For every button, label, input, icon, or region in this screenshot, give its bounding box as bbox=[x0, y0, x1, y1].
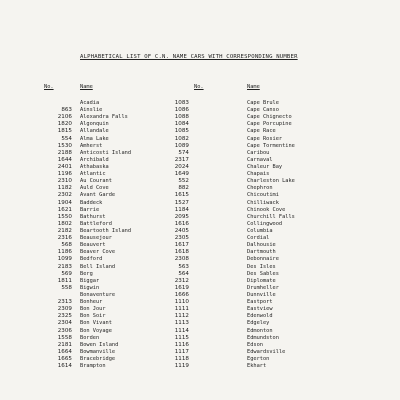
cell-no-right: 1110 bbox=[174, 299, 189, 306]
table-row bbox=[0, 128, 400, 135]
table-row bbox=[0, 200, 400, 207]
cell-no-left: 2182 bbox=[57, 227, 72, 234]
cell-no-right: 1118 bbox=[174, 355, 189, 362]
cell-no-left: 2188 bbox=[57, 149, 72, 156]
cell-name-right: Drumheller bbox=[247, 284, 279, 291]
cell-no-left: 1182 bbox=[57, 185, 72, 192]
name-number-table bbox=[0, 84, 400, 370]
cell-name-right: Cape Canso bbox=[247, 107, 279, 114]
cell-name-left: Auld Cove bbox=[80, 185, 109, 192]
cell-name-right: Cape Race bbox=[247, 128, 276, 135]
cell-name-left: Battleford bbox=[80, 220, 112, 227]
cell-no-right: 1085 bbox=[174, 128, 189, 135]
cell-no-left: 2325 bbox=[57, 313, 72, 320]
cell-name-left: Beaver Cove bbox=[80, 249, 116, 256]
cell-no-left: 1820 bbox=[57, 121, 72, 128]
cell-no-right: 1088 bbox=[174, 114, 189, 121]
cell-name-right: Des Sables bbox=[247, 270, 279, 277]
cell-name-right: Chapais bbox=[247, 171, 270, 178]
cell-name-right: Chicoutimi bbox=[247, 192, 279, 199]
cell-no-right: 563 bbox=[178, 263, 189, 270]
cell-no-left: 1802 bbox=[57, 220, 72, 227]
cell-no-left: 558 bbox=[61, 284, 72, 291]
cell-name-left: Borden bbox=[80, 334, 100, 341]
table-row bbox=[0, 299, 400, 306]
cell-name-left: Beauvert bbox=[80, 242, 106, 249]
cell-no-right: 2095 bbox=[174, 213, 189, 220]
cell-name-left: Algonquin bbox=[80, 121, 109, 128]
cell-name-right: Diplomate bbox=[247, 277, 276, 284]
cell-name-left: Bigwin bbox=[80, 284, 100, 291]
table-row bbox=[0, 214, 400, 221]
cell-no-right: 2312 bbox=[174, 277, 189, 284]
cell-no-right: 2317 bbox=[174, 156, 189, 163]
header-name-left: Name bbox=[80, 84, 93, 90]
cell-no-right: 1089 bbox=[174, 142, 189, 149]
table-row bbox=[0, 320, 400, 327]
header-no-left: No. bbox=[44, 84, 54, 90]
table-row bbox=[0, 249, 400, 256]
table-row bbox=[0, 235, 400, 242]
cell-name-left: Baddeck bbox=[80, 199, 103, 206]
table-row bbox=[0, 278, 400, 285]
cell-name-left: Beartooth Island bbox=[80, 227, 132, 234]
cell-name-right: Cape Rosier bbox=[247, 135, 283, 142]
cell-name-right: Chaleur Bay bbox=[247, 163, 283, 170]
table-row bbox=[0, 171, 400, 178]
table-row bbox=[0, 228, 400, 235]
cell-name-right: Des Isles bbox=[247, 263, 276, 270]
cell-no-left: 863 bbox=[61, 107, 72, 114]
table-row bbox=[0, 335, 400, 342]
cell-name-left: Bonaventure bbox=[80, 291, 116, 298]
cell-no-right: 1619 bbox=[174, 284, 189, 291]
table-row bbox=[0, 306, 400, 313]
cell-name-left: Berg bbox=[80, 270, 93, 277]
cell-no-left: 1099 bbox=[57, 256, 72, 263]
table-header bbox=[0, 84, 400, 100]
header-name-right: Name bbox=[247, 84, 260, 90]
table-row bbox=[0, 328, 400, 335]
cell-name-left: Bon Jour bbox=[80, 306, 106, 313]
cell-no-left: 2181 bbox=[57, 341, 72, 348]
cell-no-left: 1558 bbox=[57, 334, 72, 341]
table-row bbox=[0, 107, 400, 114]
cell-name-left: Acadia bbox=[80, 100, 100, 106]
cell-name-right: Chilliwack bbox=[247, 199, 279, 206]
cell-name-left: Brampton bbox=[80, 363, 106, 370]
cell-no-right: 1111 bbox=[174, 306, 189, 313]
cell-no-right: 1119 bbox=[174, 363, 189, 370]
table-row bbox=[0, 100, 400, 107]
cell-name-left: Au Courant bbox=[80, 178, 112, 185]
cell-no-right: 1117 bbox=[174, 348, 189, 355]
cell-name-right: Debonnaire bbox=[247, 256, 279, 263]
cell-name-left: Bon Vivant bbox=[80, 320, 112, 327]
cell-name-left: Allandale bbox=[80, 128, 109, 135]
cell-no-left: 1664 bbox=[57, 348, 72, 355]
cell-name-left: Bon Soir bbox=[80, 313, 106, 320]
table-row bbox=[0, 157, 400, 164]
cell-name-right: Egerton bbox=[247, 355, 270, 362]
cell-name-left: Beausejour bbox=[80, 235, 112, 242]
table-row bbox=[0, 363, 400, 370]
table-row bbox=[0, 342, 400, 349]
cell-no-left: 2310 bbox=[57, 178, 72, 185]
cell-name-right: Eastport bbox=[247, 299, 273, 306]
table-row bbox=[0, 114, 400, 121]
cell-no-right: 1112 bbox=[174, 313, 189, 320]
cell-name-right: Ekhart bbox=[247, 363, 267, 370]
cell-no-left: 2316 bbox=[57, 235, 72, 242]
cell-no-left: 2183 bbox=[57, 263, 72, 270]
cell-name-right: Chinook Cove bbox=[247, 206, 286, 213]
cell-name-right: Cape Chignecto bbox=[247, 114, 292, 121]
cell-no-left: 2304 bbox=[57, 320, 72, 327]
cell-name-right: Caribou bbox=[247, 149, 270, 156]
cell-no-right: 1084 bbox=[174, 121, 189, 128]
table-body bbox=[0, 100, 400, 370]
cell-name-left: Bowmanville bbox=[80, 348, 116, 355]
table-row bbox=[0, 164, 400, 171]
table-row bbox=[0, 349, 400, 356]
cell-name-right: Edmundston bbox=[247, 334, 279, 341]
cell-no-left: 2106 bbox=[57, 114, 72, 121]
cell-no-right: 1086 bbox=[174, 107, 189, 114]
cell-no-left: 1621 bbox=[57, 206, 72, 213]
cell-name-left: Biggar bbox=[80, 277, 100, 284]
cell-name-right: Dartmouth bbox=[247, 249, 276, 256]
cell-no-right: 2405 bbox=[174, 227, 189, 234]
header-no-right: No. bbox=[194, 84, 204, 90]
cell-no-right: 564 bbox=[178, 270, 189, 277]
cell-no-left: 2313 bbox=[57, 299, 72, 306]
table-row bbox=[0, 285, 400, 292]
cell-no-right: 1527 bbox=[174, 199, 189, 206]
cell-name-right: Cordial bbox=[247, 235, 270, 242]
cell-no-left: 1665 bbox=[57, 355, 72, 362]
cell-name-left: Ainslie bbox=[80, 107, 103, 114]
cell-name-right: Edwardsville bbox=[247, 348, 286, 355]
cell-name-left: Amherst bbox=[80, 142, 103, 149]
cell-no-right: 2305 bbox=[174, 235, 189, 242]
cell-name-left: Alma Lake bbox=[80, 135, 109, 142]
table-row bbox=[0, 264, 400, 271]
cell-no-left: 1196 bbox=[57, 171, 72, 178]
cell-name-left: Archibald bbox=[80, 156, 109, 163]
cell-name-right: Chephron bbox=[247, 185, 273, 192]
cell-no-left: 2302 bbox=[57, 192, 72, 199]
cell-no-right: 1083 bbox=[174, 100, 189, 106]
cell-no-left: 1815 bbox=[57, 128, 72, 135]
cell-name-left: Athabaska bbox=[80, 163, 109, 170]
cell-name-right: Dalhousie bbox=[247, 242, 276, 249]
cell-name-right: Charleston Lake bbox=[247, 178, 295, 185]
cell-name-right: Carnaval bbox=[247, 156, 273, 163]
cell-no-left: 2309 bbox=[57, 306, 72, 313]
cell-no-left: 1186 bbox=[57, 249, 72, 256]
cell-no-right: 1113 bbox=[174, 320, 189, 327]
cell-no-right: 1184 bbox=[174, 206, 189, 213]
table-row bbox=[0, 221, 400, 228]
cell-name-right: Churchill Falls bbox=[247, 213, 295, 220]
cell-no-left: 2401 bbox=[57, 163, 72, 170]
cell-no-right: 1616 bbox=[174, 220, 189, 227]
table-row bbox=[0, 136, 400, 143]
table-row bbox=[0, 292, 400, 299]
cell-name-right: Edson bbox=[247, 341, 263, 348]
table-row bbox=[0, 242, 400, 249]
cell-no-right: 1115 bbox=[174, 334, 189, 341]
cell-no-left: 1811 bbox=[57, 277, 72, 284]
table-row bbox=[0, 271, 400, 278]
cell-name-right: Dunnville bbox=[247, 291, 276, 298]
cell-name-right: Cape Brule bbox=[247, 100, 279, 106]
table-row bbox=[0, 121, 400, 128]
cell-no-left: 2306 bbox=[57, 327, 72, 334]
cell-name-right: Cape Porcupine bbox=[247, 121, 292, 128]
cell-name-left: Barrie bbox=[80, 206, 100, 213]
cell-no-left: 1644 bbox=[57, 156, 72, 163]
cell-name-left: Bowen Island bbox=[80, 341, 119, 348]
cell-name-left: Bathurst bbox=[80, 213, 106, 220]
cell-no-right: 574 bbox=[178, 149, 189, 156]
table-row bbox=[0, 150, 400, 157]
cell-name-right: Collingwood bbox=[247, 220, 283, 227]
cell-name-right: Edgeley bbox=[247, 320, 270, 327]
cell-no-right: 2024 bbox=[174, 163, 189, 170]
cell-no-right: 1618 bbox=[174, 249, 189, 256]
table-row bbox=[0, 143, 400, 150]
cell-name-left: Bell Island bbox=[80, 263, 116, 270]
cell-no-right: 1114 bbox=[174, 327, 189, 334]
cell-no-left: 1550 bbox=[57, 213, 72, 220]
cell-name-right: Columbia bbox=[247, 227, 273, 234]
cell-no-left: 1904 bbox=[57, 199, 72, 206]
cell-name-right: Edenwold bbox=[247, 313, 273, 320]
cell-name-left: Alexandra Falls bbox=[80, 114, 128, 121]
cell-no-right: 882 bbox=[178, 185, 189, 192]
cell-no-left: 569 bbox=[61, 270, 72, 277]
cell-no-right: 552 bbox=[178, 178, 189, 185]
cell-no-right: 1615 bbox=[174, 192, 189, 199]
cell-no-left: 554 bbox=[61, 135, 72, 142]
document-title: ALPHABETICAL LIST OF C.N. NAME CARS WITH CORRESPONDING NUMBER bbox=[80, 54, 298, 60]
cell-name-left: Bracebridge bbox=[80, 355, 116, 362]
cell-name-right: Edmonton bbox=[247, 327, 273, 334]
table-row bbox=[0, 185, 400, 192]
cell-name-left: Bedford bbox=[80, 256, 103, 263]
cell-no-left: 568 bbox=[61, 242, 72, 249]
table-row bbox=[0, 256, 400, 263]
table-row bbox=[0, 313, 400, 320]
cell-name-left: Avant Garde bbox=[80, 192, 116, 199]
cell-name-left: Atlantic bbox=[80, 171, 106, 178]
cell-name-right: Cape Tormentine bbox=[247, 142, 295, 149]
cell-name-right: Eastview bbox=[247, 306, 273, 313]
cell-no-right: 1116 bbox=[174, 341, 189, 348]
cell-name-left: Bonheur bbox=[80, 299, 103, 306]
cell-no-right: 1617 bbox=[174, 242, 189, 249]
table-row bbox=[0, 356, 400, 363]
cell-name-left: Bon Voyage bbox=[80, 327, 112, 334]
cell-no-right: 1649 bbox=[174, 171, 189, 178]
cell-no-right: 1666 bbox=[174, 291, 189, 298]
cell-no-left: 1530 bbox=[57, 142, 72, 149]
cell-name-left: Anticosti Island bbox=[80, 149, 132, 156]
cell-no-right: 2308 bbox=[174, 256, 189, 263]
table-row bbox=[0, 178, 400, 185]
cell-no-left: 1614 bbox=[57, 363, 72, 370]
table-row bbox=[0, 207, 400, 214]
cell-no-right: 1082 bbox=[174, 135, 189, 142]
table-row bbox=[0, 192, 400, 199]
